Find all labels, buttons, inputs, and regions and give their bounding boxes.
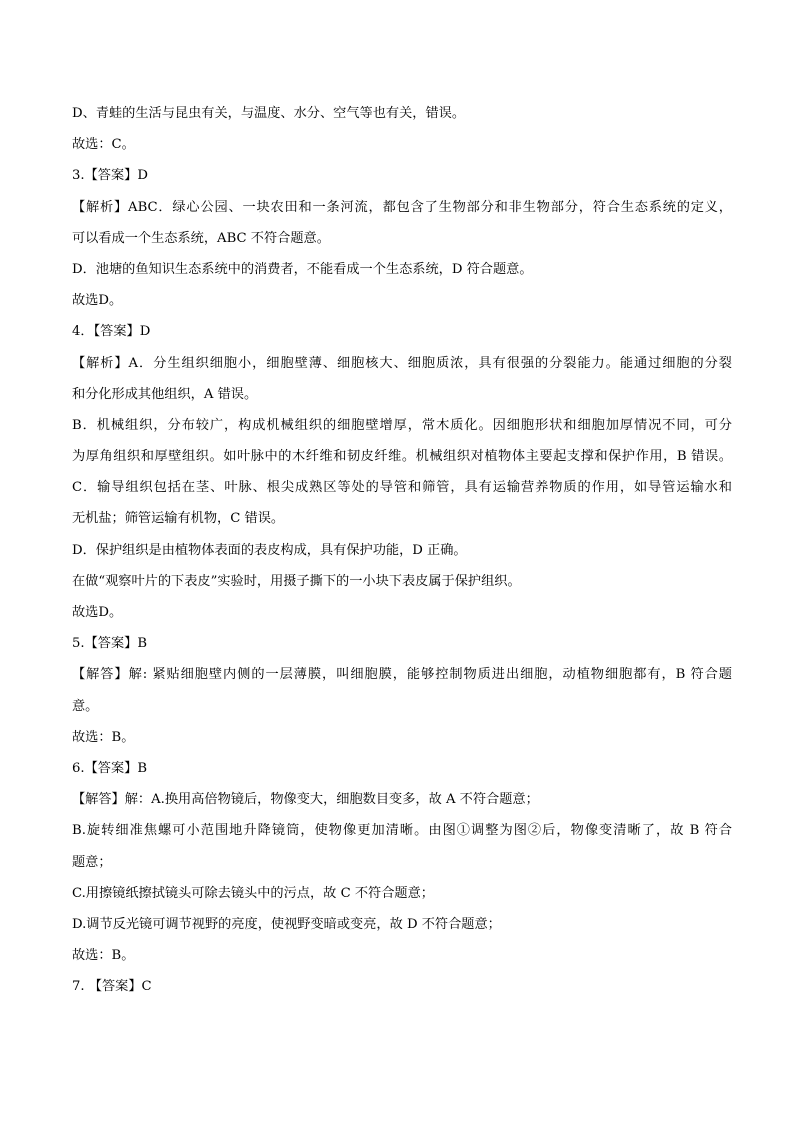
text-line: 故选：B。 bbox=[72, 729, 135, 745]
text-line: 故选：B。 bbox=[72, 948, 135, 964]
text-line: B.旋转细准焦螺可小范围地升降镜筒，使物像更加清晰。由图①调整为图②后，物像变清晰了，故 B 符合 bbox=[72, 823, 732, 839]
text-line: 意。 bbox=[72, 698, 99, 714]
text-line: 为厚角组织和厚壁组织。如叶脉中的木纤维和韧皮纤维。机械组织对植物体主要起支撑和保护作用，B 错误。 bbox=[72, 449, 732, 465]
text-line: 在做“观察叶片的下表皮”实验时，用摄子撕下的一小块下表皮属于保护组织。 bbox=[72, 573, 521, 589]
text-line: 和分化形成其他组织，A 错误。 bbox=[72, 386, 258, 402]
text-line: 7. 【答案】C bbox=[72, 979, 152, 995]
text-line: 故选D。 bbox=[72, 605, 123, 620]
answer-explanations bbox=[72, 98, 732, 1002]
text-line: B．机械组织，分布较广，构成机械组织的细胞壁增厚，常木质化。因细胞形状和细胞加厚情况不同，可分 bbox=[72, 417, 732, 433]
text-line: 无机盐；筛管运输有机物，C 错误。 bbox=[72, 511, 285, 527]
text-line: 【解析】A．分生组织细胞小，细胞壁薄、细胞核大、细胞质浓，具有很强的分裂能力。能通过细胞的分裂 bbox=[72, 355, 732, 371]
text-line: 故选：C。 bbox=[72, 137, 135, 153]
text-line: 【解答】解: 紧贴细胞壁内侧的一层薄膜，叫细胞膜，能够控制物质进出细胞，动植物细胞都有，B 符合题 bbox=[72, 667, 732, 683]
text-line: 【解析】ABC．绿心公园、一块农田和一条河流，都包含了生物部分和非生物部分，符合生态系统的定义， bbox=[72, 199, 732, 215]
text-line: D.调节反光镜可调节视野的亮度，使视野变暗或变亮，故 D 不符合题意； bbox=[72, 916, 501, 932]
text-line: 3.【答案】D bbox=[72, 168, 148, 184]
text-line: C．输导组织包括在茎、叶脉、根尖成熟区等处的导管和筛管，具有运输营养物质的作用，如导管运输水和 bbox=[72, 480, 732, 496]
text-line: D．池塘的鱼知识生态系统中的消费者，不能看成一个生态系统，D 符合题意。 bbox=[72, 261, 533, 277]
text-line: 6.【答案】B bbox=[72, 760, 148, 776]
text-line: D、青蛙的生活与昆虫有关，与温度、水分、空气等也有关，错误。 bbox=[72, 106, 466, 121]
text-line: 5.【答案】B bbox=[72, 636, 148, 652]
text-line: 题意； bbox=[72, 854, 112, 870]
text-line: 故选D。 bbox=[72, 293, 123, 309]
text-line: 【解答】解：A.换用高倍物镜后，物像变大，细胞数目变多，故 A 不符合题意； bbox=[72, 792, 539, 808]
text-line: 4．【答案】D bbox=[72, 324, 151, 340]
text-line: 可以看成一个生态系统，ABC 不符合题意。 bbox=[72, 230, 330, 246]
text-line: C.用擦镜纸擦拭镜头可除去镜头中的污点，故 C 不符合题意； bbox=[72, 885, 434, 901]
text-line: D．保护组织是由植物体表面的表皮构成，具有保护功能，D 正确。 bbox=[72, 542, 467, 558]
